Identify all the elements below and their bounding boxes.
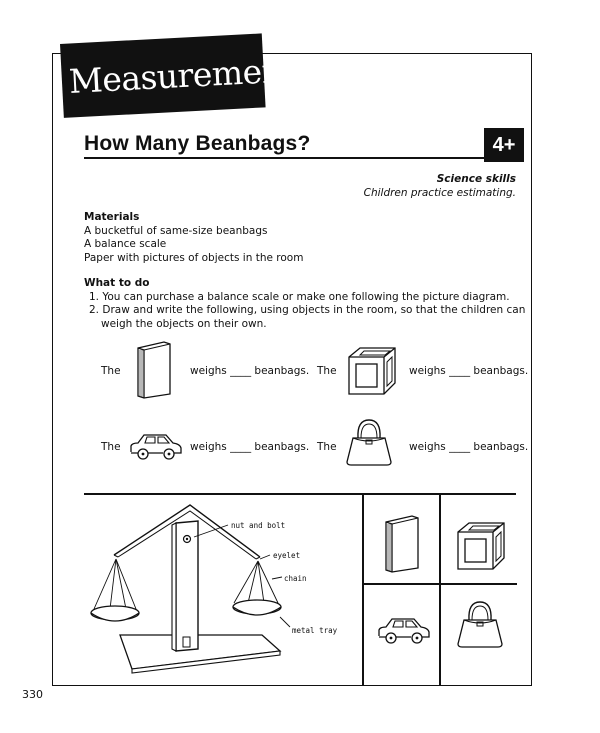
what-to-do-heading: What to do: [84, 277, 150, 289]
skills-block: [364, 172, 516, 200]
step-item: 2. Draw and write the following, using objects in the room, so that the children can weigh the objects on their own.: [89, 304, 526, 330]
age-badge: 4+: [484, 128, 524, 162]
label-metal-tray: metal tray: [292, 626, 338, 635]
skills-text: Children practice estimating.: [363, 187, 516, 199]
materials-item: A balance scale: [84, 238, 167, 250]
the-label: The: [317, 365, 337, 377]
materials-section: [84, 211, 303, 265]
box-icon: [346, 345, 398, 397]
the-label: The: [317, 441, 337, 453]
label-chain: chain: [284, 574, 307, 583]
car-icon: [376, 614, 432, 648]
materials-item: Paper with pictures of objects in the room: [84, 251, 304, 264]
weighs-text: weighs ____ beanbags.: [409, 441, 529, 453]
label-eyelet: eyelet: [273, 551, 301, 560]
divider-rule: [84, 493, 516, 495]
box-icon: [455, 520, 507, 572]
grid-divider: [439, 494, 441, 686]
activity-title: How Many Beanbags?: [84, 132, 311, 155]
book-icon: [378, 514, 422, 574]
purse-icon: [455, 598, 505, 650]
what-to-do-section: [84, 277, 531, 331]
label-nut-and-bolt: nut and bolt: [231, 521, 286, 530]
title-rule: [84, 157, 490, 159]
the-label: The: [101, 365, 121, 377]
page-number: 330: [22, 688, 43, 701]
weighs-text: weighs ____ beanbags.: [190, 365, 310, 377]
skills-heading: Science skills: [436, 173, 516, 185]
materials-heading: Materials: [84, 211, 140, 223]
weighs-text: weighs ____ beanbags.: [190, 441, 310, 453]
the-label: The: [101, 441, 121, 453]
car-icon: [128, 430, 184, 464]
purse-icon: [344, 416, 394, 468]
materials-item: A bucketful of same-size beanbags: [84, 224, 268, 237]
step-item: 1. You can purchase a balance scale or make one following the picture diagram.: [89, 290, 510, 303]
book-icon: [130, 340, 174, 400]
balance-scale-diagram: [84, 497, 364, 677]
section-banner-text: Measurement: [68, 50, 297, 101]
grid-divider: [362, 583, 517, 585]
weighs-text: weighs ____ beanbags.: [409, 365, 529, 377]
steps-list: [84, 291, 531, 332]
